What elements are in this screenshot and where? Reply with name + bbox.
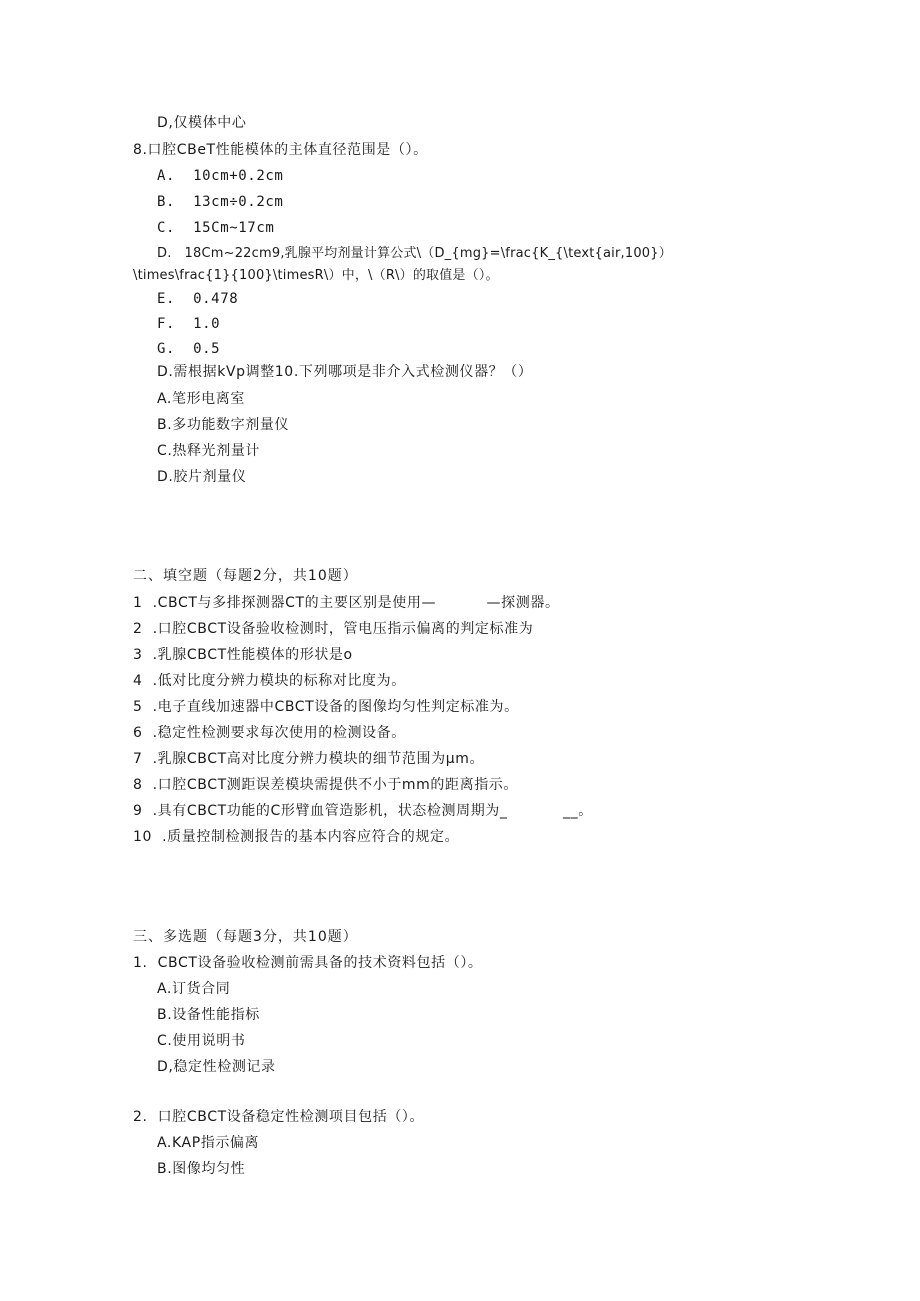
mc-q1-option-b: B.设备性能指标 <box>157 1007 260 1023</box>
fill-item-5: 5 .电子直线加速器中CBCT设备的图像均匀性判定标准为。 <box>133 699 519 715</box>
q9-option-e: E. 0.478 <box>157 291 239 307</box>
mc-q2-stem: 2. 口腔CBCT设备稳定性检测项目包括（）。 <box>133 1109 425 1125</box>
fill-item-2: 2 .口腔CBCT设备验收检测时，管电压指示偏离的判定标准为 <box>133 621 534 637</box>
mc-q2-option-b: B.图像均匀性 <box>157 1161 246 1177</box>
q9-option-g: G. 0.5 <box>157 341 221 357</box>
q7-option-d: D,仅模体中心 <box>157 115 247 131</box>
q8-option-c: C. 15Cm~17cm <box>157 220 275 236</box>
fill-item-7: 7 .乳腺CBCT高对比度分辨力模块的细节范围为μm。 <box>133 751 485 767</box>
mc-q2-option-a: A.KAP指示偏离 <box>157 1135 260 1151</box>
fill-item-10: 10 .质量控制检测报告的基本内容应符合的规定。 <box>133 829 460 845</box>
q8-option-d-line2: \times\frac{1}{100}\timesR\）中，\（R\）的取值是（）。 <box>133 268 499 283</box>
mc-q1-option-a: A.订货合同 <box>157 981 231 997</box>
q8-stem: 8.口腔CBeT性能模体的主体直径范围是（）。 <box>133 142 428 158</box>
section2-heading: 二、填空题（每题2分，共10题） <box>133 568 358 584</box>
mc-q1-option-c: C.使用说明书 <box>157 1033 246 1049</box>
q8-option-b: B. 13cm÷0.2cm <box>157 194 284 210</box>
q10-option-a: A.笔形电离室 <box>157 391 245 407</box>
fill-item-8: 8 .口腔CBCT测距误差模块需提供不小于mm的距离指示。 <box>133 777 518 793</box>
mc-q1-option-d: D,稳定性检测记录 <box>157 1059 276 1075</box>
fill-item-3: 3 .乳腺CBCT性能模体的形状是o <box>133 647 353 663</box>
q10-option-c: C.热释光剂量计 <box>157 443 261 459</box>
q10-stem: D.需根据kVp调整10.下列哪项是非介入式检测仪器？（） <box>157 364 533 380</box>
q10-option-b: B.多功能数字剂量仪 <box>157 417 290 433</box>
q10-option-d: D.胶片剂量仪 <box>157 469 247 485</box>
mc-q1-stem: 1. CBCT设备验收检测前需具备的技术资料包括（）。 <box>133 955 483 971</box>
q8-option-a: A. 10cm+0.2cm <box>157 168 284 184</box>
q8-option-d-line1: D. 18Cm~22cm9,乳腺平均剂量计算公式\（D_{mg}=\frac{K_{\text{air,100}） <box>157 246 672 261</box>
fill-item-6: 6 .稳定性检测要求每次使用的检测设备。 <box>133 725 406 741</box>
fill-item-9: 9 .具有CBCT功能的C形臂血管造影机，状态检测周期为_ __。 <box>133 803 593 819</box>
section3-heading: 三、多选题（每题3分，共10题） <box>133 929 358 945</box>
fill-item-1: 1 .CBCT与多排探测器CT的主要区别是使用— —探测器。 <box>133 595 560 611</box>
q9-option-f: F. 1.0 <box>157 316 221 332</box>
fill-item-4: 4 .低对比度分辨力模块的标称对比度为。 <box>133 673 406 689</box>
